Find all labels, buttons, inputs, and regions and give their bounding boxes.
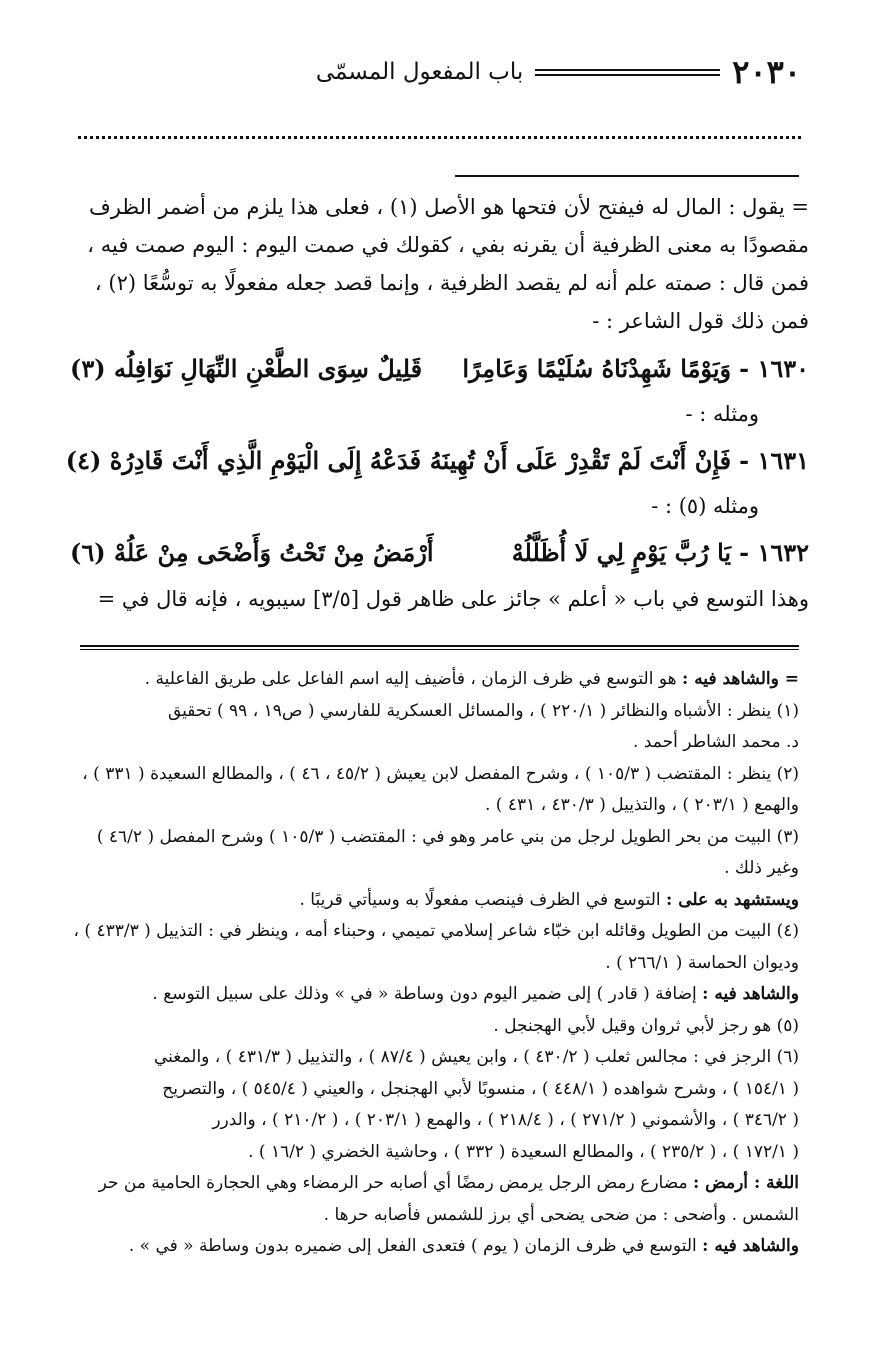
- short-separator-rule: [455, 175, 799, 177]
- text-line: مقصودًا به معنى الظرفية أن يقرنه بفي ، كقولك في صمت اليوم : اليوم صمت فيه ،: [87, 233, 809, 257]
- footnote-text: (٤) البيت من الطويل وقائله ابن خبّاء شاعر إسلامي تميمي ، وحبناء أمه ، وينظر في : التذييل ( ٤٣٣/٣ ) ،: [73, 921, 799, 941]
- verse-1632: [70, 524, 809, 580]
- verse-number: ١٦٣٢ -: [739, 537, 809, 567]
- footnote-line: [78, 696, 799, 728]
- footnote-text: إضافة ( قادر ) إلى ضمير اليوم دون وساطة « في » وذلك على سبيل التوسع .: [152, 984, 703, 1004]
- transition-text: ومثله : -: [685, 402, 759, 426]
- footnote-text: والهمع ( ٢٠٣/١ ) ، والتذييل ( ٤٣٠/٣ ، ٤٣١ ) .: [484, 795, 799, 815]
- footnote-text: التوسع في ظرف الزمان ( يوم ) فتعدى الفعل إلى ضميره بدون وساطة « في » .: [128, 1236, 703, 1256]
- footnote-separator-rule: [80, 645, 799, 650]
- footnote-label: والشاهد فيه :: [702, 984, 799, 1004]
- footnote-text: (٣) البيت من بحر الطويل لرجل من بني عامر وهو في : المقتضب ( ١٠٥/٣ ) وشرح المفصل ( ٤٦/٢ ): [96, 826, 799, 847]
- footnote-line: [78, 1011, 799, 1043]
- footnotes: [73, 664, 799, 1263]
- footnote-line: [78, 822, 799, 854]
- text-line: = يقول : المال له فيفتح لأن فتحها هو الأصل (١) ، فعلى هذا يلزم من أضمر الظرف: [88, 195, 809, 219]
- footnote-line: [78, 759, 799, 791]
- running-title: باب المفعول المسمّى: [315, 59, 524, 85]
- dotted-separator: [78, 136, 801, 139]
- verse-hemistich-second: قَلِيلٌ سِوَى الطَّعْنِ النِّهَالِ نَوَافِلُه (٣): [70, 353, 423, 383]
- page-header: [60, 52, 801, 92]
- footnote-line: [78, 979, 799, 1011]
- footnote-text: (٢) ينظر : المقتضب ( ١٠٥/٣ ) ، وشرح المفصل لابن يعيش ( ٤٥/٢ ، ٤٦ ) ، والمطالع السعيدة ( ٣٣١ ) ،: [82, 763, 799, 784]
- text-line: فمن قال : صمته علم أنه لم يقصد الظرفية ، وإنما قصد جعله مفعولًا به توسُّعًا (٢) ،: [94, 271, 809, 295]
- footnote-text: الشمس . وأضحى : من ضحى يضحى أي برز للشمس فأصابه حرها .: [323, 1204, 799, 1225]
- transition-text: ومثله (٥) : -: [651, 494, 759, 518]
- footnote-text: مضارع رمض الرجل يرمض رمضًا أي أصابه حر الرمضاء وهي الحجارة الحامية من حر: [98, 1173, 693, 1193]
- footnote-line: [78, 885, 799, 917]
- footnote-text: (٦) الرجز في : مجالس ثعلب ( ٤٣٠/٢ ) ، وابن يعيش ( ٨٧/٤ ) ، والتذييل ( ٤٣١/٣ ) ، والمغني: [153, 1047, 799, 1067]
- footnote-text: ( ١٥٤/١ ) ، وشرح شواهده ( ٤٤٨/١ ) ، منسوبًا لأبي الهجنجل ، والعيني ( ٥٤٥/٤ ) ، والتصريح: [162, 1078, 799, 1099]
- verse-1630: [70, 340, 809, 396]
- footnote-line: [78, 1105, 799, 1137]
- footnote-text: التوسع في الظرف فينصب مفعولًا به وسيأتي قريبًا .: [299, 889, 667, 910]
- footnote-line: [78, 948, 799, 980]
- header-double-rule: [535, 69, 720, 76]
- verse-hemistich-first: يَا رُبَّ يَوْمٍ لِي لَا أُظَلَّلُهْ: [511, 537, 732, 567]
- verse-hemistich-first: فَإِنْ أَنْتَ لَمْ تَقْدِرْ عَلَى أَنْ تُهِينَهُ: [429, 445, 732, 475]
- footnote-label: والشاهد فيه :: [702, 1236, 799, 1256]
- footnote-line: [78, 1074, 799, 1106]
- footnote-line: [78, 1168, 799, 1200]
- footnote-text: ( ١٧٢/١ ) ، ( ٢٣٥/٢ ) ، والمطالع السعيدة ( ٣٣٢ ) ، وحاشية الخضري ( ١٦/٢ ) .: [248, 1141, 799, 1162]
- footnote-text: ( ٣٤٦/٢ ) ، والأشموني ( ٢٧١/٢ ) ، ( ٢١٨/٤ ) ، والهمع ( ٢٠٣/١ ) ، ( ٢١٠/٢ ) ، والدرر: [212, 1110, 799, 1130]
- footnote-line: [73, 916, 799, 948]
- verse-number: ١٦٣٠ -: [739, 353, 809, 383]
- page-number: ٢٠٣٠: [732, 53, 801, 91]
- footnote-line: [78, 727, 799, 759]
- footnote-line: [78, 1231, 799, 1263]
- footnote-label: اللغة : أرمض :: [692, 1173, 799, 1193]
- footnote-text: وديوان الحماسة ( ٢٦٦/١ ) .: [605, 952, 799, 973]
- text-line: فمن ذلك قول الشاعر : -: [592, 309, 809, 333]
- footnote-text: وغير ذلك .: [724, 858, 799, 878]
- footnote-line: [78, 853, 799, 885]
- verse-1631: [65, 432, 809, 488]
- footnote-text: (١) ينظر : الأشباه والنظائر ( ٢٢٠/١ ) ، والمسائل العسكرية للفارسي ( ص١٩ ، ٩٩ ) تحقيق: [167, 700, 799, 721]
- footnote-line: [78, 1137, 799, 1169]
- closing-line: وهذا التوسع في باب « أعلم » جائز على ظاهر قول [٣/٥] سيبويه ، فإنه قال في =: [97, 587, 809, 611]
- footnote-line: [78, 1200, 799, 1232]
- footnote-text: د. محمد الشاطر أحمد .: [633, 732, 799, 752]
- footnote-label: = والشاهد فيه :: [682, 669, 799, 689]
- verse-hemistich-second: أَرْمَضُ مِنْ تَحْتُ وَأَضْحَى مِنْ عَلُهْ (٦): [70, 537, 434, 567]
- verse-number: ١٦٣١ -: [739, 445, 809, 475]
- footnote-text: (٥) هو رجز لأبي ثروان وقيل لأبي الهجنجل .: [493, 1015, 799, 1036]
- footnote-line: [78, 1042, 799, 1074]
- verse-hemistich-second: فَدَعْهُ إِلَى الْيَوْمِ الَّذِي أَنْتَ قَادِرُهْ (٤): [65, 445, 422, 475]
- main-text: [65, 188, 809, 618]
- footnote-line: [78, 790, 799, 822]
- footnote-line: [78, 664, 799, 696]
- footnote-label: ويستشهد به على :: [666, 889, 799, 910]
- footnote-text: هو التوسع في ظرف الزمان ، فأضيف إليه اسم الفاعل على طريق الفاعلية .: [144, 669, 682, 689]
- verse-hemistich-first: وَيَوْمًا شَهِدْنَاهُ سُلَيْمًا وَعَامِرًا: [462, 353, 732, 383]
